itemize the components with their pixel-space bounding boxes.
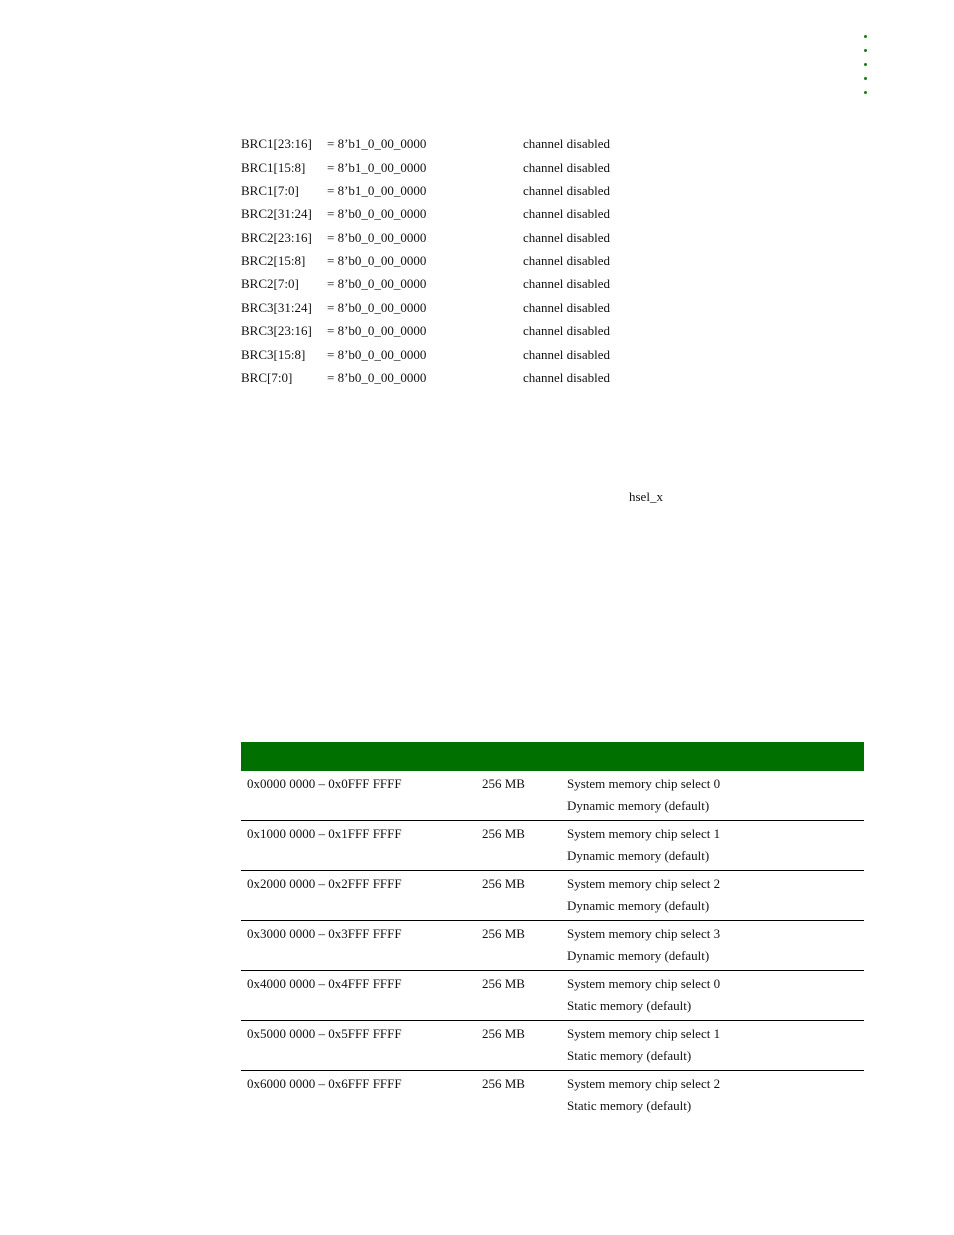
register-description: channel disabled: [523, 300, 610, 315]
region-memory-type: Dynamic memory (default): [567, 898, 710, 913]
region-chip-select: System memory chip select 0: [567, 976, 721, 991]
region-memory-type: Dynamic memory (default): [567, 798, 710, 813]
region-size: 256 MB: [482, 1076, 525, 1091]
register-name: BRC3[15:8]: [241, 347, 306, 362]
region-size: 256 MB: [482, 926, 525, 941]
register-name: BRC2[7:0]: [241, 276, 299, 291]
register-value: = 8’b0_0_00_0000: [327, 253, 427, 268]
register-value: = 8’b0_0_00_0000: [327, 230, 427, 245]
register-name: BRC1[15:8]: [241, 160, 306, 175]
region-memory-type: Static memory (default): [567, 998, 692, 1013]
register-description: channel disabled: [523, 160, 610, 175]
register-value: = 8’b1_0_00_0000: [327, 160, 427, 175]
register-name: BRC[7:0]: [241, 370, 293, 385]
register-value: = 8’b0_0_00_0000: [327, 276, 427, 291]
region-memory-type: Dynamic memory (default): [567, 848, 710, 863]
region-size: 256 MB: [482, 976, 525, 991]
register-description: channel disabled: [523, 230, 610, 245]
table-header-bar: [241, 742, 864, 771]
region-chip-select: System memory chip select 1: [567, 1026, 721, 1041]
register-description: channel disabled: [523, 323, 610, 338]
region-memory-type: Static memory (default): [567, 1048, 692, 1063]
register-description: channel disabled: [523, 206, 610, 221]
region-size: 256 MB: [482, 826, 525, 841]
table-row: [241, 971, 864, 1021]
table-row: [241, 771, 864, 821]
address-range: 0x4000 0000 – 0x4FFF FFFF: [247, 976, 402, 991]
dot-icon: [864, 63, 867, 66]
register-description: channel disabled: [523, 136, 610, 151]
region-memory-type: Static memory (default): [567, 1098, 692, 1113]
dot-icon: [864, 91, 867, 94]
register-description: channel disabled: [523, 183, 610, 198]
region-chip-select: System memory chip select 3: [567, 926, 721, 941]
register-description: channel disabled: [523, 276, 610, 291]
register-value: = 8’b0_0_00_0000: [327, 206, 427, 221]
table-row: [241, 1021, 864, 1071]
register-name: BRC3[31:24]: [241, 300, 312, 315]
register-name: BRC3[23:16]: [241, 323, 312, 338]
region-chip-select: System memory chip select 2: [567, 876, 721, 891]
table-row: [241, 1071, 864, 1120]
table-row: [241, 871, 864, 921]
address-range: 0x5000 0000 – 0x5FFF FFFF: [247, 1026, 402, 1041]
register-name: BRC2[31:24]: [241, 206, 312, 221]
region-chip-select: System memory chip select 2: [567, 1076, 721, 1091]
region-memory-type: Dynamic memory (default): [567, 948, 710, 963]
signal-label: hsel_x: [629, 489, 663, 504]
register-name: BRC1[7:0]: [241, 183, 299, 198]
region-size: 256 MB: [482, 876, 525, 891]
dot-icon: [864, 35, 867, 38]
region-size: 256 MB: [482, 776, 525, 791]
address-range: 0x2000 0000 – 0x2FFF FFFF: [247, 876, 402, 891]
register-description: channel disabled: [523, 347, 610, 362]
register-value: = 8’b1_0_00_0000: [327, 136, 427, 151]
address-range: 0x6000 0000 – 0x6FFF FFFF: [247, 1076, 402, 1091]
register-name: BRC2[23:16]: [241, 230, 312, 245]
register-value: = 8’b0_0_00_0000: [327, 300, 427, 315]
region-chip-select: System memory chip select 0: [567, 776, 721, 791]
address-range: 0x0000 0000 – 0x0FFF FFFF: [247, 776, 402, 791]
memory-map-table: [241, 742, 864, 1120]
register-description: channel disabled: [523, 370, 610, 385]
register-name: BRC1[23:16]: [241, 136, 312, 151]
register-value: = 8’b0_0_00_0000: [327, 370, 427, 385]
register-name: BRC2[15:8]: [241, 253, 306, 268]
table-row: [241, 921, 864, 971]
register-description: channel disabled: [523, 253, 610, 268]
address-range: 0x3000 0000 – 0x3FFF FFFF: [247, 926, 402, 941]
register-value: = 8’b0_0_00_0000: [327, 323, 427, 338]
region-size: 256 MB: [482, 1026, 525, 1041]
table-row: [241, 821, 864, 871]
address-range: 0x1000 0000 – 0x1FFF FFFF: [247, 826, 402, 841]
region-chip-select: System memory chip select 1: [567, 826, 721, 841]
dot-icon: [864, 77, 867, 80]
dot-icon: [864, 49, 867, 52]
register-value: = 8’b1_0_00_0000: [327, 183, 427, 198]
register-value: = 8’b0_0_00_0000: [327, 347, 427, 362]
